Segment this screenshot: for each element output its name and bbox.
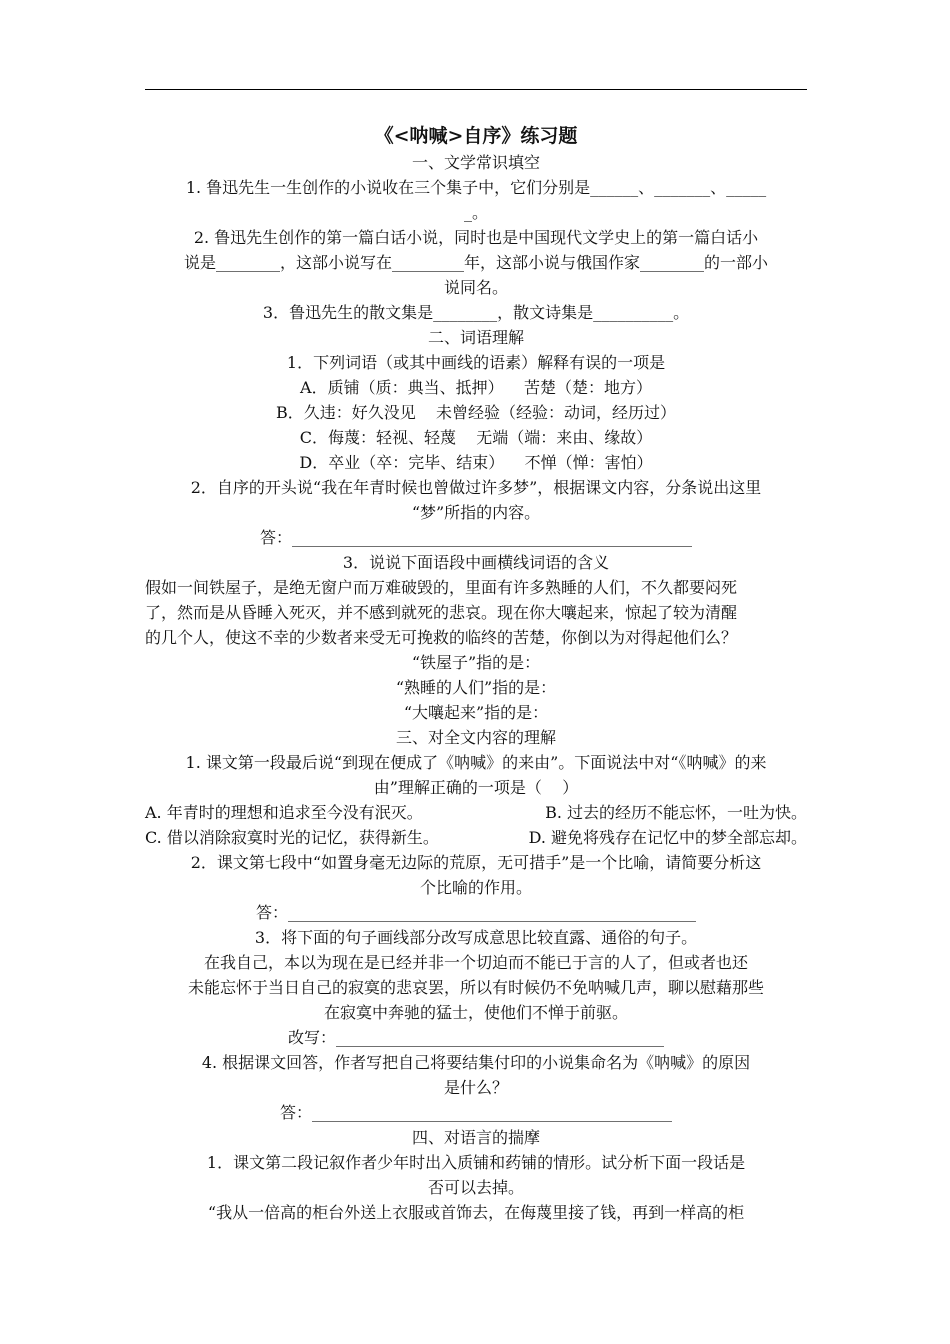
s2-q1: 1．下列词语（或其中画线的语素）解释有误的一项是: [286, 353, 666, 372]
s2-q1-option-d: D．卒业（卒：完毕、结束） 不惮（惮：害怕）: [299, 453, 653, 472]
s3-q1-line1: 1. 课文第一段最后说“到现在便成了《呐喊》的来由”。下面说法中对“《呐喊》的来: [185, 753, 767, 772]
s3-q4-line2: 是什么？: [443, 1078, 508, 1097]
s2-q2-line2: “梦”所指的内容。: [411, 503, 541, 522]
s4-q1-line1: 1．课文第二段记叙作者少年时出入质铺和药铺的情形。试分析下面一段话是: [206, 1153, 746, 1172]
s3-q2-line2: 个比喻的作用。: [419, 878, 532, 897]
section-heading-4: 四、对语言的揣摩: [411, 1128, 540, 1147]
section-heading-2: 二、词语理解: [427, 328, 524, 347]
s3-q1-option-c: C. 借以消除寂寞时光的记忆，获得新生。: [145, 828, 439, 847]
s2-q3: 3．说说下面语段中画横线词语的含义: [342, 553, 610, 572]
s3-q2-line1: 2．课文第七段中“如置身毫无边际的荒原，无可措手”是一个比喻，请简要分析这: [190, 853, 762, 872]
s2-q2-answer-line: 答：__________________________________________________: [259, 528, 692, 547]
s1-q1-line2: _。: [463, 203, 488, 222]
s4-q1-line2: 否可以去掉。: [427, 1178, 524, 1197]
s3-q1-option-a: A. 年青时的理想和追求至今没有泯灭。: [145, 803, 423, 822]
s3-sentence-line1: 在我自己，本以为现在是已经并非一个切迫而不能已于言的人了，但或者也还: [203, 953, 748, 972]
s2-meaning-2: “熟睡的人们”指的是：: [395, 678, 557, 697]
worksheet: [145, 122, 807, 1225]
s2-meaning-3: “大嚷起来”指的是：: [403, 703, 549, 722]
s2-q1-option-b: B．久违：好久没见 未曾经验（经验：动词，经历过）: [275, 403, 677, 422]
s3-q1-option-d: D. 避免将残存在记忆中的梦全部忘却。: [528, 828, 807, 847]
section-heading-1: 一、文学常识填空: [411, 153, 540, 172]
s2-passage-line1: 假如一间铁屋子，是绝无窗户而万难破毁的，里面有许多熟睡的人们，不久都要闷死: [145, 578, 738, 597]
s2-meaning-1: “铁屋子”指的是：: [411, 653, 541, 672]
section-heading-3: 三、对全文内容的理解: [395, 728, 556, 747]
s1-q1-line1: 1. 鲁迅先生一生创作的小说收在三个集子中，它们分别是______、_______、_____: [185, 178, 767, 197]
s3-q3: 3．将下面的句子画线部分改写成意思比较直露、通俗的句子。: [254, 928, 698, 947]
header-rule: [145, 89, 807, 90]
s3-q1-line2: 由”理解正确的一项是（ ）: [373, 778, 579, 797]
s1-q3: 3．鲁迅先生的散文集是________，散文诗集是__________。: [262, 303, 690, 322]
s2-q1-option-c: C．侮蔑：轻视、轻蔑 无端（端：来由、缘故）: [299, 428, 653, 447]
s2-q1-option-a: A．质铺（质：典当、抵押） 苦楚（楚：地方）: [300, 378, 652, 397]
s1-q2-line1: 2. 鲁迅先生创作的第一篇白话小说，同时也是中国现代文学史上的第一篇白话小: [193, 228, 759, 247]
s3-rewrite-line: 改写：_________________________________________: [287, 1028, 664, 1047]
s2-passage-line2: 了，然而是从昏睡入死灭，并不感到就死的悲哀。现在你大嚷起来，惊起了较为清醒: [145, 603, 738, 622]
s3-q1-options-cd: [145, 825, 807, 850]
s3-sentence-line3: 在寂寞中奔驰的猛士，使他们不惮于前驱。: [323, 1003, 628, 1022]
s1-q2-line3: 说同名。: [443, 278, 508, 297]
s4-quote: “我从一倍高的柜台外送上衣服或首饰去，在侮蔑里接了钱，再到一样高的柜: [207, 1203, 745, 1222]
s1-q2-line2: 说是________，这部小说写在_________年，这部小说与俄国作家________的一部小: [183, 253, 768, 272]
s3-q4-line1: 4. 根据课文回答，作者写把自己将要结集付印的小说集命名为《呐喊》的原因: [201, 1053, 751, 1072]
s3-q1-options-ab: [145, 800, 807, 825]
s3-q1-option-b: B. 过去的经历不能忘怀，一吐为快。: [545, 803, 807, 822]
s3-q4-answer-line: 答：_____________________________________________: [279, 1103, 672, 1122]
s3-q2-answer-line: 答：___________________________________________________: [255, 903, 696, 922]
page-title: 《<呐喊>自序》练习题: [374, 125, 578, 147]
s2-passage-line3: 的几个人，使这不幸的少数者来受无可挽救的临终的苦楚，你倒以为对得起他们么？: [145, 628, 738, 647]
s3-sentence-line2: 未能忘怀于当日自己的寂寞的悲哀罢，所以有时候仍不免呐喊几声，聊以慰藉那些: [187, 978, 764, 997]
s2-q2-line1: 2．自序的开头说“我在年青时候也曾做过许多梦”，根据课文内容，分条说出这里: [190, 478, 762, 497]
